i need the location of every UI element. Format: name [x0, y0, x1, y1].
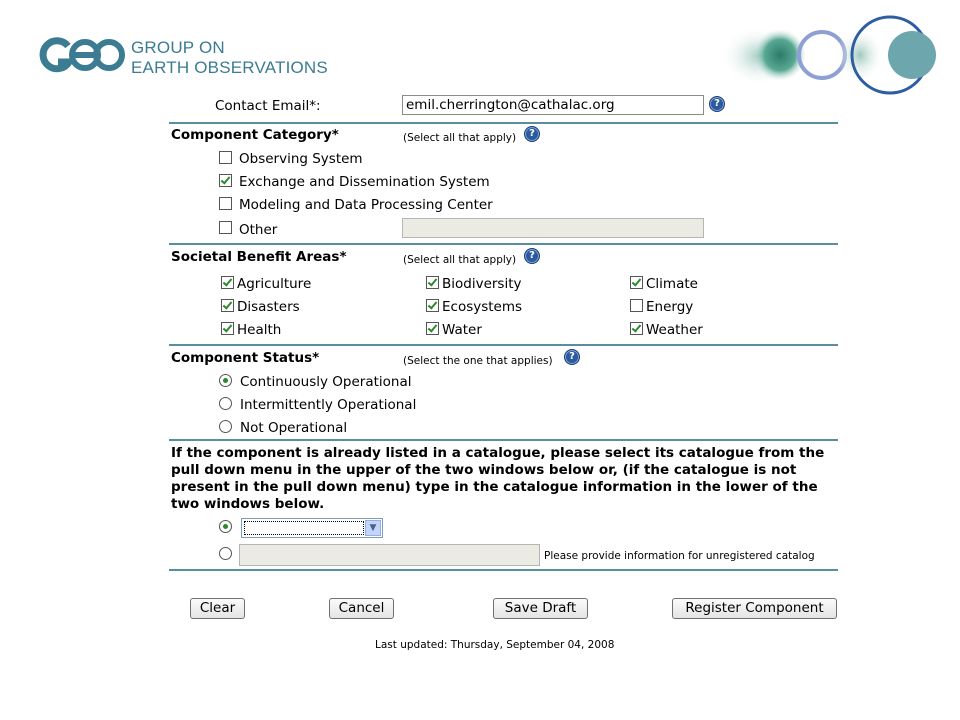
contact-email-field[interactable]: emil.cherrington@cathalac.org [402, 95, 704, 115]
sba-hint: (Select all that apply) [403, 254, 517, 266]
catalogue-instructions-line1: If the component is already listed in a catalogue, please select its catalogue from the [171, 445, 825, 461]
catalogue-instructions-line4: two windows below. [171, 496, 325, 512]
divider-4 [169, 439, 838, 441]
contact-help-icon[interactable]: ? [709, 96, 725, 112]
component-status-help-icon[interactable]: ? [564, 349, 580, 365]
category-other-checkbox[interactable] [219, 221, 232, 234]
status-not-operational-radio[interactable] [219, 420, 232, 433]
category-other-label: Other [239, 222, 278, 238]
divider-5 [169, 569, 838, 571]
status-intermittent-radio[interactable] [219, 397, 232, 410]
sba-biodiversity-label: Biodiversity [442, 276, 522, 292]
sba-ecosystems-label: Ecosystems [442, 299, 523, 315]
logo-line2: EARTH OBSERVATIONS [131, 58, 328, 77]
sba-biodiversity-checkbox[interactable] [426, 276, 439, 289]
catalogue-instructions-line2: pull down menu in the upper of the two windows below or, (if the catalogue is not [171, 462, 797, 478]
sba-weather-checkbox[interactable] [630, 322, 643, 335]
sba-energy-checkbox[interactable] [630, 299, 643, 312]
cancel-button[interactable]: Cancel [329, 598, 394, 619]
component-status-title: Component Status* [171, 350, 320, 366]
divider-3 [169, 344, 838, 346]
geo-logo-mark [38, 36, 126, 76]
component-status-hint: (Select the one that applies) [403, 355, 553, 367]
last-updated-text: Last updated: Thursday, September 04, 2008 [375, 639, 615, 651]
sba-help-icon[interactable]: ? [524, 248, 540, 264]
component-category-title: Component Category* [171, 127, 339, 143]
status-continuous-label: Continuously Operational [240, 374, 412, 390]
logo-text [131, 38, 328, 78]
category-exchange-checkbox[interactable] [219, 174, 232, 187]
divider-2 [169, 243, 838, 245]
category-modeling-label: Modeling and Data Processing Center [239, 197, 493, 213]
component-category-hint: (Select all that apply) [403, 132, 517, 144]
sba-energy-label: Energy [646, 299, 694, 315]
register-component-button[interactable]: Register Component [672, 598, 837, 619]
sba-ecosystems-checkbox[interactable] [426, 299, 439, 312]
sba-climate-label: Climate [646, 276, 698, 292]
sba-climate-checkbox[interactable] [630, 276, 643, 289]
catalogue-unregistered-note: Please provide information for unregistered catalog [544, 550, 815, 562]
sba-title: Societal Benefit Areas* [171, 249, 347, 265]
category-other-field[interactable] [402, 218, 704, 238]
category-exchange-label: Exchange and Dissemination System [239, 174, 490, 190]
status-not-operational-label: Not Operational [240, 420, 348, 436]
contact-email-label: Contact Email*: [215, 98, 321, 114]
category-observing-label: Observing System [239, 151, 363, 167]
logo-line1: GROUP ON [131, 38, 225, 57]
sba-disasters-checkbox[interactable] [221, 299, 234, 312]
divider-1 [169, 122, 838, 124]
sba-agriculture-checkbox[interactable] [221, 276, 234, 289]
status-intermittent-label: Intermittently Operational [240, 397, 417, 413]
chevron-down-icon[interactable]: ▼ [365, 520, 381, 536]
sba-agriculture-label: Agriculture [237, 276, 312, 292]
sba-health-checkbox[interactable] [221, 322, 234, 335]
sba-water-label: Water [442, 322, 482, 338]
category-observing-checkbox[interactable] [219, 151, 232, 164]
sba-health-label: Health [237, 322, 282, 338]
catalogue-select[interactable] [241, 518, 383, 538]
clear-button[interactable]: Clear [190, 598, 245, 619]
catalogue-unregistered-radio[interactable] [219, 547, 232, 560]
save-draft-button[interactable]: Save Draft [493, 598, 588, 619]
status-continuous-radio[interactable] [219, 374, 232, 387]
catalogue-instructions-line3: present in the pull down menu) type in the catalogue information in the lower of the [171, 479, 818, 495]
sba-weather-label: Weather [646, 322, 703, 338]
sba-disasters-label: Disasters [237, 299, 300, 315]
sba-water-checkbox[interactable] [426, 322, 439, 335]
catalogue-registered-radio[interactable] [219, 520, 232, 533]
category-modeling-checkbox[interactable] [219, 197, 232, 210]
component-category-help-icon[interactable]: ? [524, 126, 540, 142]
catalogue-unregistered-field[interactable] [239, 544, 540, 566]
catalogue-select-value [244, 521, 364, 535]
decorative-circles [700, 8, 960, 103]
